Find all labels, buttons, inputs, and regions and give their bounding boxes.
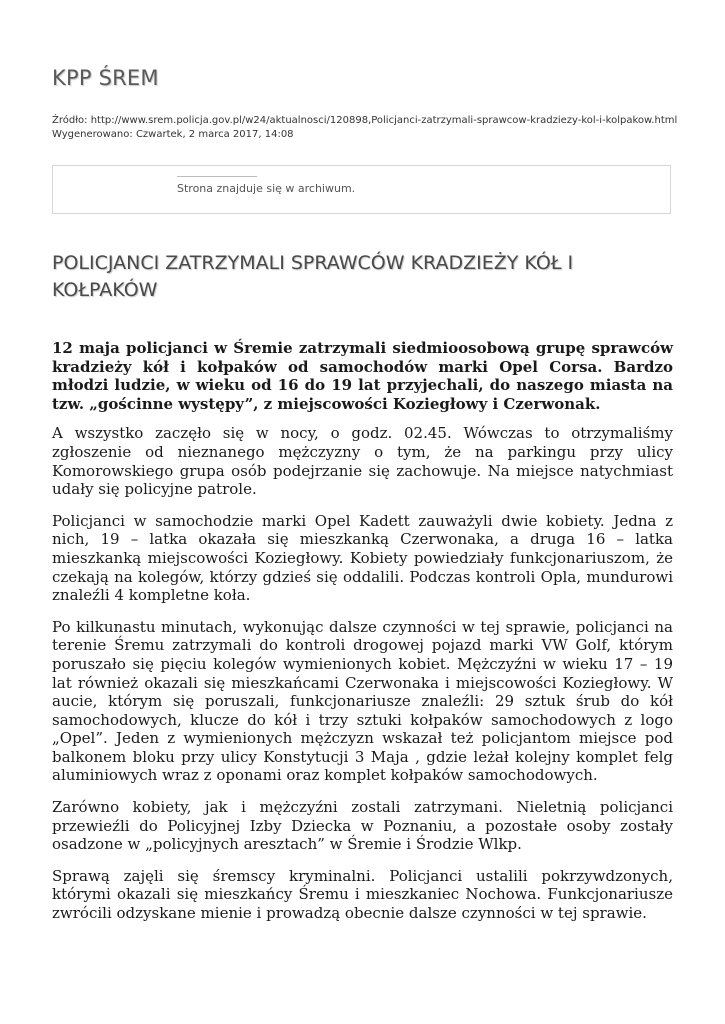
- article-paragraph: Po kilkunastu minutach, wykonując dalsze czynności w tej sprawie, policjanci na terenie Śremu zatrzymali do kontroli drogowej pojazd marki VW Golf, którym poruszało się pięciu kolegów wymienionych kobiet. Mężczyźni w wieku 17 – 19 lat również okazali się mieszkańcami Czerwonaka i miejscowości Koziegłowy. W aucie, którym się poruszali, funkcjonariusze znaleźli: 29 sztuk śrub do kół samochodowych, klucze do kół i trzy sztuki kołpaków samochodowych z logo „Opel”. Jeden z wymienionych mężczyzn wskazał też policjantom miejsce pod balkonem bloku przy ulicy Konstytucji 3 Maja , gdzie leżał kolejny komplet felg aluminiowych wraz z oponami oraz komplet kołpaków samochodowych.: [52, 617, 673, 785]
- article-paragraph: Zarówno kobiety, jak i mężczyźni zostali zatrzymani. Nieletnią policjanci przewieźli do Policyjnej Izby Dziecka w Poznaniu, a pozostałe osoby zostały osadzone w „policyjnych aresztach” w Śremie i Środzie Wlkp.: [52, 798, 673, 854]
- archive-divider: [177, 176, 257, 177]
- article-paragraph: Policjanci w samochodzie marki Opel Kadett zauważyli dwie kobiety. Jedna z nich, 19 – latka okazała się mieszkanką Czerwonaka, a druga 16 – latka mieszkanką miejscowości Koziegłowy. Kobiety powiedziały funkcjonariuszom, że czekają na kolegów, którzy gdzieś się oddalili. Podczas kontroli Opla, mundurowi znaleźli 4 kompletne koła.: [52, 511, 673, 605]
- archive-notice-text: Strona znajduje się w archiwum.: [177, 182, 356, 195]
- article-paragraph: A wszystko zaczęło się w nocy, o godz. 02.45. Wówczas to otrzymaliśmy zgłoszenie od nieznanego mężczyzny o tym, że na parkingu przy ulicy Komorowskiego grupa osób podejrzanie się zachowuje. Na miejsce natychmiast udały się policyjne patrole.: [52, 424, 673, 499]
- article-title: POLICJANCI ZATRZYMALI SPRAWCÓW KRADZIEŻY KÓŁ I KOŁPAKÓW: [52, 252, 574, 301]
- generated-date: Wygenerowano: Czwartek, 2 marca 2017, 14:08: [52, 129, 294, 140]
- archive-notice-box: [52, 165, 671, 214]
- article-paragraph: Sprawą zajęli się śremscy kryminalni. Policjanci ustalili pokrzywdzonych, którymi okazali się mieszkańcy Śremu i mieszkaniec Nochowa. Funkcjonariusze zwrócili odzyskane mienie i prowadzą obecnie dalsze czynności w tej sprawie.: [52, 866, 673, 923]
- site-title: KPP ŚREM: [52, 66, 159, 90]
- source-url[interactable]: Źródło: http://www.srem.policja.gov.pl/w24/aktualnosci/120898,Policjanci-zatrzymali-sprawcow-kradziezy-kol-i-kolpakow.html: [52, 115, 678, 126]
- document-meta: [52, 114, 677, 142]
- article-lead: 12 maja policjanci w Śremie zatrzymali siedmioosobową grupę sprawców kradzieży kół i kołpaków od samochodów marki Opel Corsa. Bardzo młodzi ludzie, w wieku od 16 do 19 lat przyjechali, do naszego miasta na tzw. „gościnne występy”, z miejscowości Koziegłowy i Czerwonak.: [52, 339, 673, 413]
- article-body: [52, 339, 673, 936]
